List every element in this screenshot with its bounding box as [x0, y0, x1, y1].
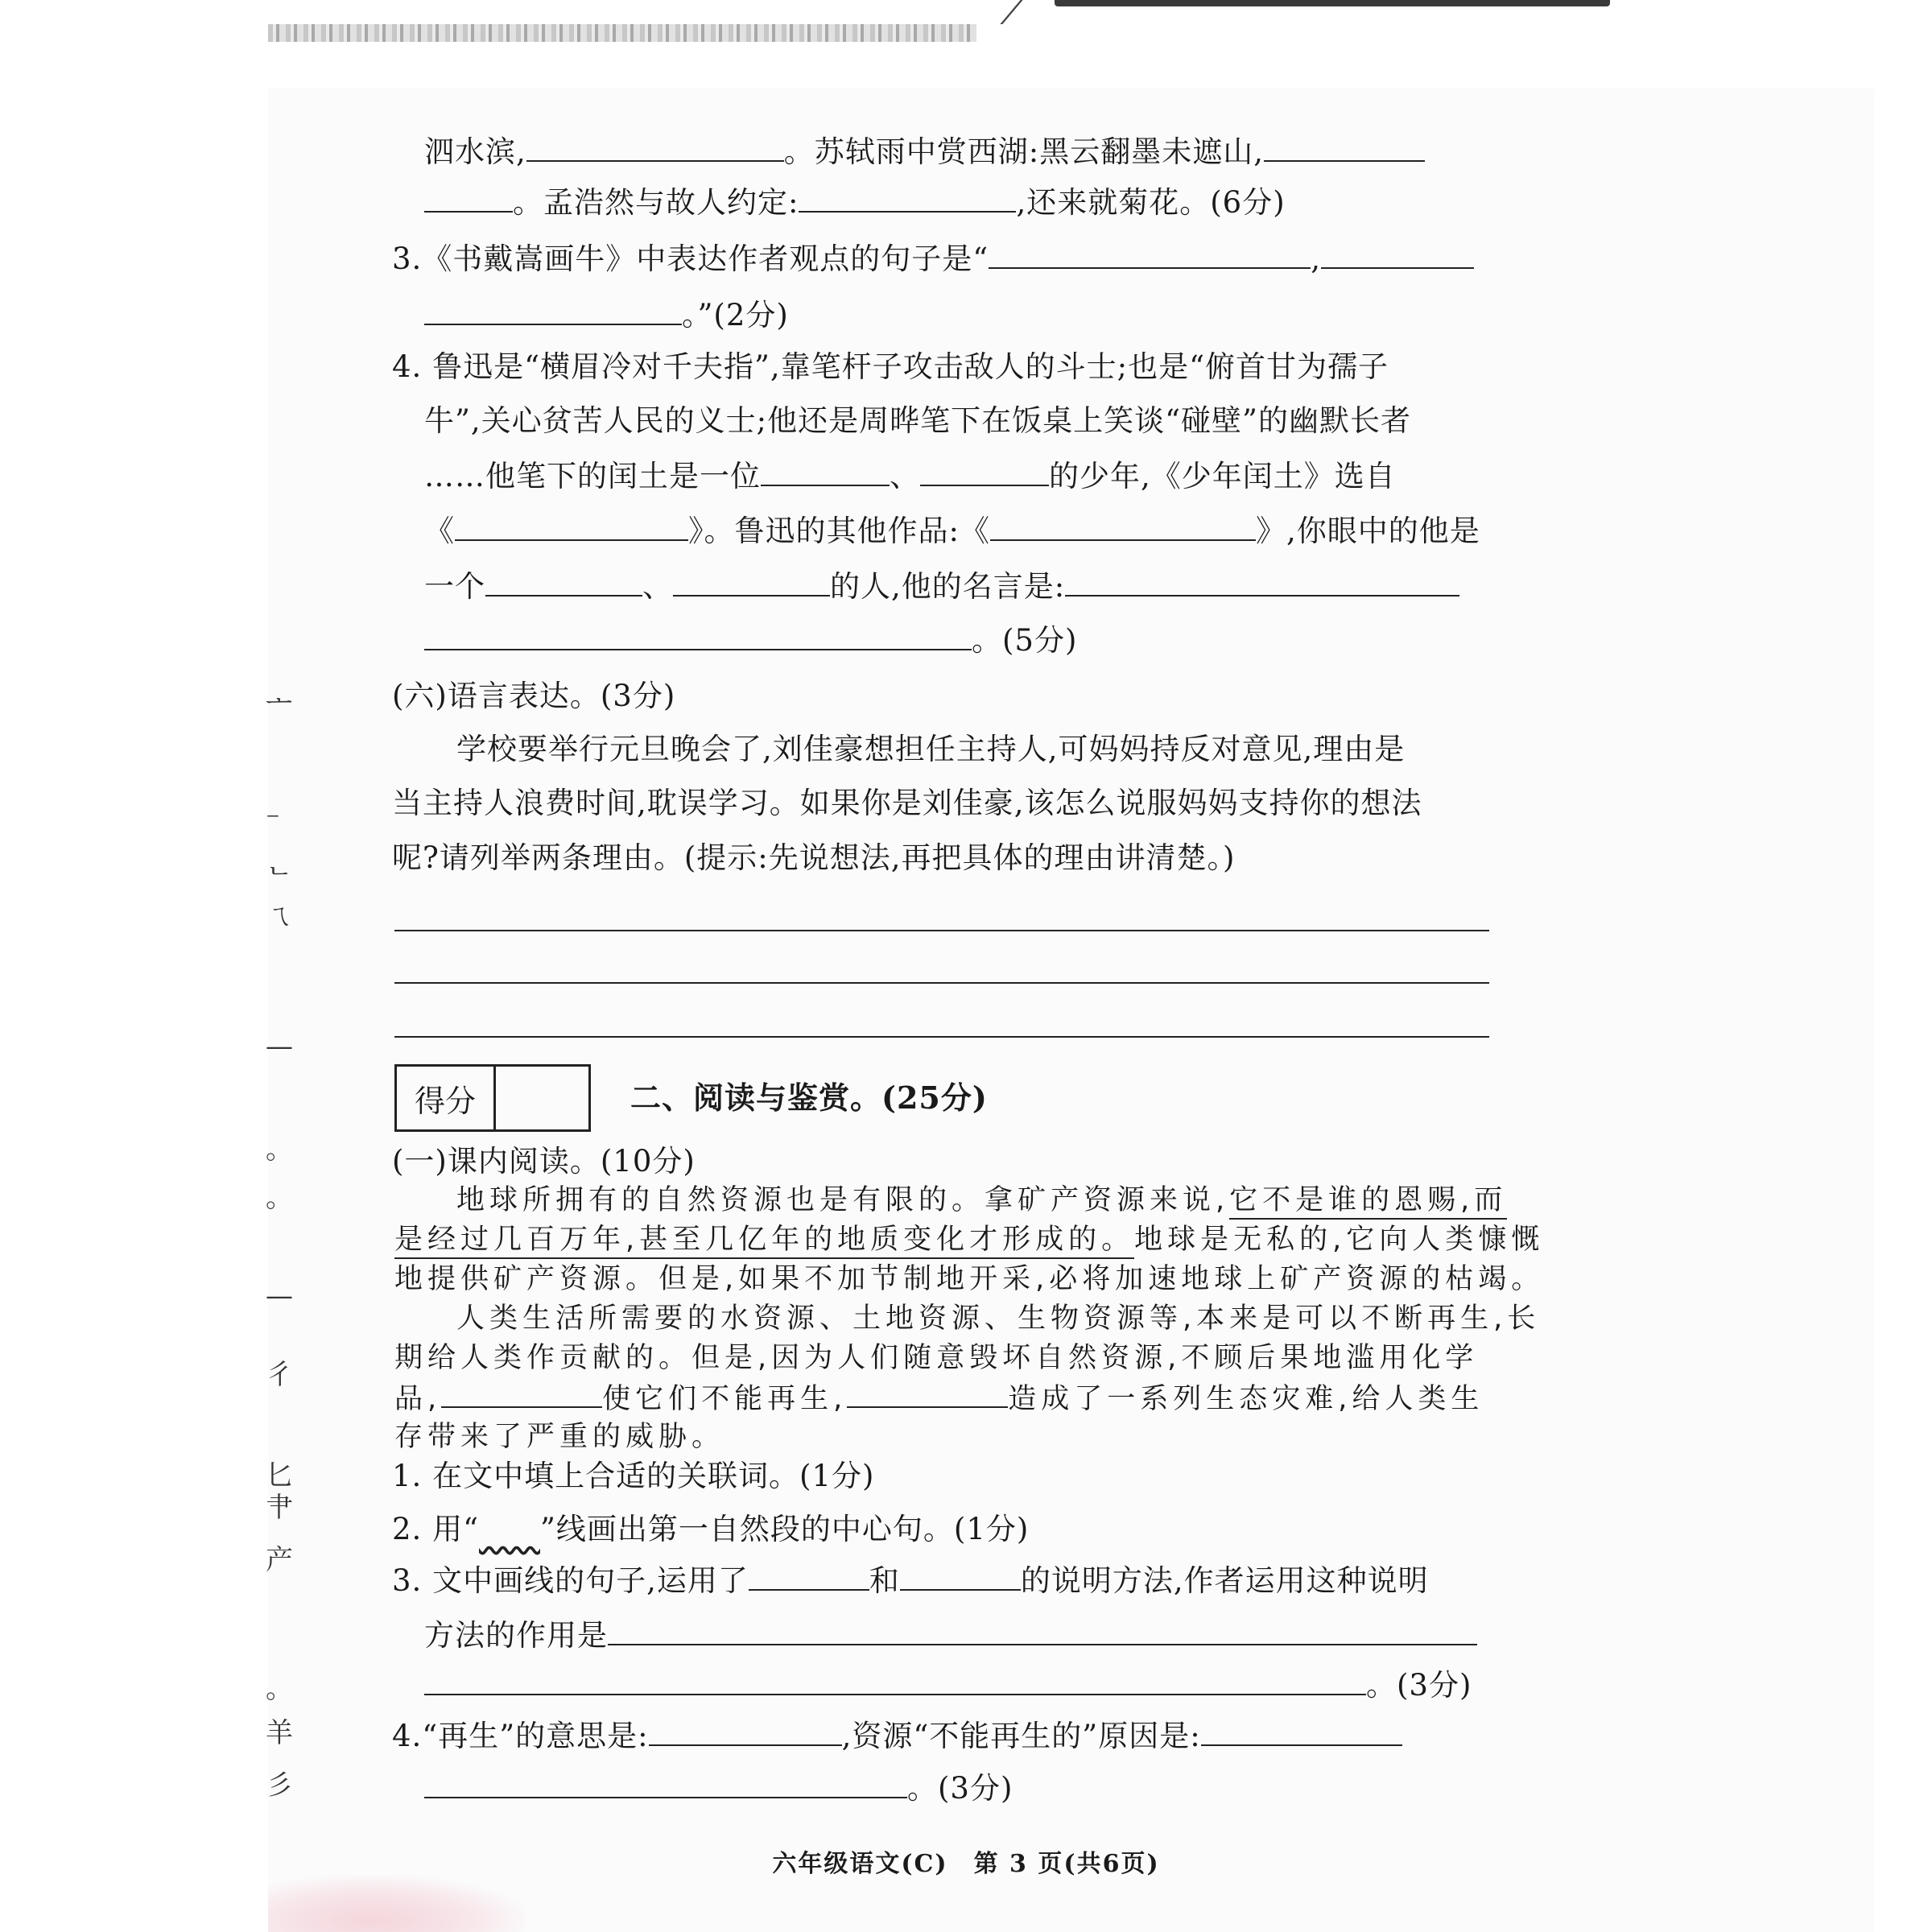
margin-mark: ᄂ [266, 864, 292, 896]
passage-line-3: 地提供矿产资源。但是,如果不加节制地开采,必将加速地球上矿产资源的枯竭。 [394, 1263, 1545, 1295]
passage-line-4: 人类生活所需要的水资源、土地资源、生物资源等,本来是可以不断再生,长 [456, 1302, 1541, 1335]
answer-blank[interactable] [673, 568, 830, 597]
answer-blank[interactable] [608, 1616, 1477, 1645]
question-4-line-2: 牛”,关心贫苦人民的义士;他还是周晔笔下在饭桌上笑谈“碰壁”的幽默长者 [424, 403, 1411, 438]
answer-blank[interactable] [649, 1717, 842, 1746]
section-6-paragraph-2: 当主持人浪费时间,耽误学习。如果你是刘佳豪,该怎么说服妈妈支持你的想法 [392, 786, 1422, 820]
answer-blank[interactable] [920, 457, 1049, 486]
answer-blank[interactable] [424, 1666, 1366, 1695]
margin-mark: — [266, 1030, 293, 1063]
reading-question-3-line-3: 。(3分) [424, 1666, 1472, 1704]
answer-blank[interactable] [526, 133, 784, 162]
margin-mark: 羊 [266, 1717, 293, 1749]
answer-line[interactable] [394, 982, 1489, 984]
reading-question-3-line-2: 方法的作用是 [424, 1616, 1477, 1654]
margin-mark: 肀 [266, 1492, 293, 1524]
answer-blank[interactable] [761, 457, 890, 486]
margin-mark: 产 [266, 1544, 293, 1576]
answer-blank[interactable] [455, 512, 688, 541]
margin-mark: 。 [266, 1133, 293, 1166]
section-6-heading: (六)语言表达。(3分) [392, 679, 676, 713]
score-box [394, 1064, 591, 1132]
answer-blank[interactable] [424, 621, 972, 650]
answer-blank[interactable] [749, 1562, 869, 1591]
margin-mark: ㄟ [266, 900, 293, 932]
margin-mark: 彡 [266, 1769, 293, 1802]
reading-subheading: (一)课内阅读。(10分) [392, 1144, 696, 1179]
answer-blank[interactable] [424, 1769, 907, 1798]
margin-mark: ⁻ [266, 805, 280, 837]
score-label: 得分 [397, 1067, 496, 1129]
question-4-line-1: 4. 鲁迅是“横眉冷对千夫指”,靠笔杆子攻击敌人的斗士;也是“俯首甘为孺子 [392, 349, 1389, 384]
reading-question-4-line-2: 。(3分) [424, 1769, 1013, 1807]
passage-line-2: 是经过几百万年,甚至几亿年的地质变化才形成的。地球是无私的,它向人类慷慨 [394, 1221, 1544, 1258]
margin-mark: 。 [266, 1673, 293, 1705]
margin-mark: — [266, 1280, 293, 1312]
answer-line[interactable] [394, 930, 1489, 931]
answer-blank[interactable] [424, 184, 513, 213]
question-3: 3.《书戴嵩画牛》中表达作者观点的句子是“ , [392, 240, 1474, 278]
margin-mark: 。 [266, 1182, 293, 1214]
reading-question-4: 4.“再生”的意思是: ,资源“不能再生的”原因是: [392, 1717, 1402, 1755]
reading-question-3: 3. 文中画线的句子,运用了 和 的说明方法,作者运用这种说明 [392, 1563, 1429, 1598]
margin-mark: ᅩ [266, 687, 292, 719]
question-4-line-4: 《 》。鲁迅的其他作品:《 》,你眼中的他是 [424, 514, 1480, 548]
page-footer: 六年级语文(C) 第 3 页(共6页) [772, 1850, 1160, 1878]
answer-blank[interactable] [990, 512, 1256, 541]
question-4-line-3: ……他笔下的闰土是一位 、 的少年,《少年闰土》选自 [424, 459, 1396, 493]
margin-mark: 彳 [266, 1359, 293, 1391]
answer-blank[interactable] [847, 1379, 1008, 1408]
section-2-heading: 二、阅读与鉴赏。(25分) [630, 1080, 988, 1116]
question-4-line-5: 一个 、 的人,他的名言是: [424, 568, 1459, 605]
answer-blank[interactable] [900, 1562, 1021, 1591]
answer-blank[interactable] [424, 296, 682, 325]
passage-line-6: 品, 使它们不能再生, 造成了一系列生态灾难,给人类生 [394, 1379, 1484, 1418]
answer-blank[interactable] [441, 1379, 602, 1408]
answer-blank[interactable] [989, 240, 1311, 269]
reading-question-2: 2. 用“ ”线画出第一自然段的中心句。(1分) [392, 1512, 1030, 1546]
margin-mark: 匕 [266, 1459, 293, 1492]
answer-blank[interactable] [1201, 1717, 1402, 1746]
answer-blank[interactable] [1065, 568, 1459, 597]
answer-blank[interactable] [485, 568, 642, 597]
wavy-line-sample [479, 1512, 540, 1546]
answer-blank[interactable] [1264, 133, 1425, 162]
answer-line[interactable] [394, 1036, 1489, 1038]
question-4-line-6: 。(5分) [424, 621, 1077, 659]
poem-line-b: 。孟浩然与故人约定: ,还来就菊花。(6分) [424, 184, 1286, 221]
answer-blank[interactable] [799, 184, 1016, 213]
reading-question-1: 1. 在文中填上合适的关联词。(1分) [392, 1459, 875, 1493]
answer-blank[interactable] [1321, 240, 1474, 269]
passage-line-1: 地球所拥有的自然资源也是有限的。拿矿产资源来说,它不是谁的恩赐,而 [456, 1182, 1507, 1219]
section-6-paragraph-1: 学校要举行元旦晚会了,刘佳豪想担任主持人,可妈妈持反对意见,理由是 [456, 732, 1406, 766]
score-field[interactable] [496, 1067, 588, 1129]
question-3-cont: 。”(2分) [424, 296, 789, 334]
passage-line-7: 存带来了严重的威胁。 [394, 1421, 725, 1453]
poem-line-a: 泗水滨, 。苏轼雨中赏西湖:黑云翻墨未遮山, [424, 133, 1425, 171]
passage-line-5: 期给人类作贡献的。但是,因为人们随意毁坏自然资源,不顾后果地滥用化学 [394, 1342, 1479, 1374]
section-6-paragraph-3: 呢?请列举两条理由。(提示:先说想法,再把具体的理由讲清楚。) [392, 840, 1236, 875]
